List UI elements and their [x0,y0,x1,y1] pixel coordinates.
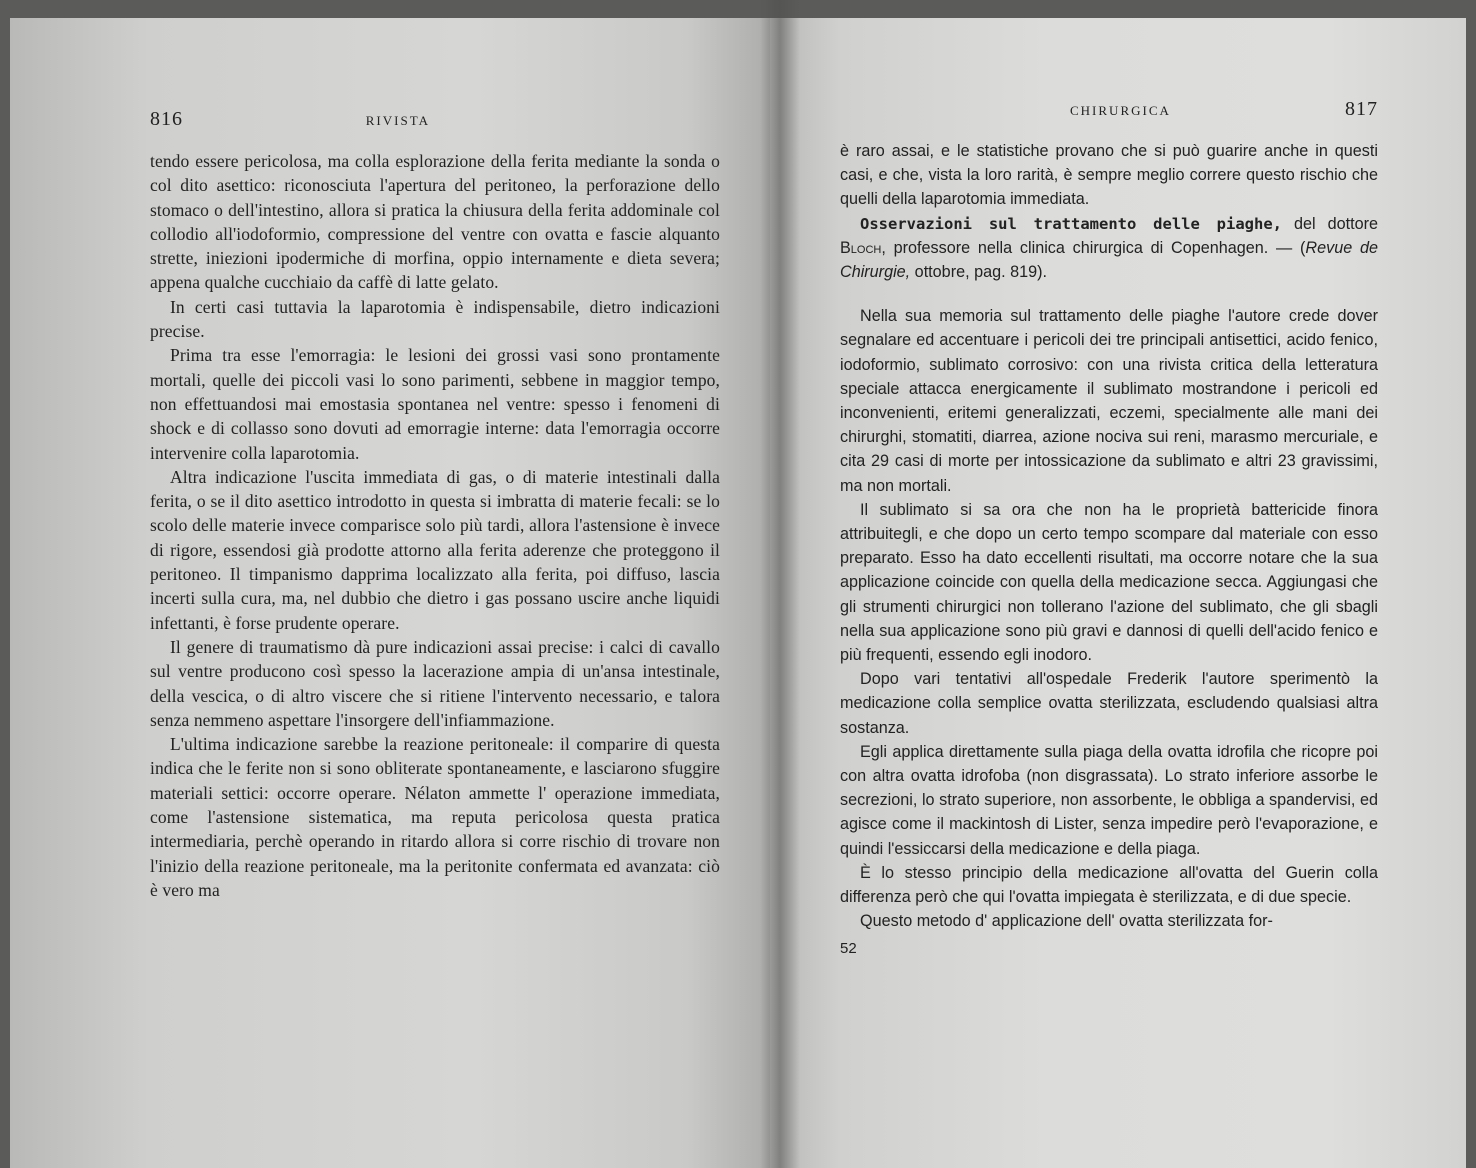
paragraph: Prima tra esse l'emorragia: le lesioni dei grossi vasi sono prontamente mortali, quelle dei piccoli vasi lo sono parimenti, sebbene in maggior tempo, non effettuandosi mai emostasia spontanea nel ventre: spesso i fenomeni di shock e di collasso sono dovuti ad emorragie interne: data l'emorragia occorre intervenire colla laparotomia. [150,345,720,463]
paragraph: L'ultima indicazione sarebbe la reazione peritoneale: il comparire di questa indica che le ferite non si sono obliterate spontaneamente, e lasciarono sfuggire materiali settici: occorre operare. Nélaton ammette l' operazione immediata, come l'astensione sistematica, ma reputa pericolosa questa pratica intermediaria, perchè operando in ritardo allora si corre rischio di trovare non l'inizio della reazione peritoneale, ma la peritonite confermata ed avanzata: ciò è vero ma [150,734,720,900]
right-page [770,18,1466,1168]
section-author-pre: del dottore [1281,214,1378,233]
right-running-header [840,98,1378,121]
left-body-text [150,149,720,902]
printer-signature: 52 [840,939,857,957]
right-body-text [840,139,1378,957]
paragraph: È lo stesso principio della medicazione all'ovatta del Guerin colla differenza però che qui l'ovatta impiegata è sterilizzata, e di due specie. [840,863,1378,907]
left-page-number: 816 [150,108,183,130]
section-heading [840,212,1378,285]
section-author-name: Bloch [840,238,882,257]
left-running-header [150,108,720,131]
section-journal: Revue de Chirurgie, [840,238,1379,282]
paragraph: Dopo vari tentativi all'ospedale Frederik l'autore sperimentò la medicazione colla semplice ovatta sterilizzata, escludendo qualsiasi altra sostanza. [840,670,1378,737]
paragraph: Questo metodo d' applicazione dell' ovatta sterilizzata for- [860,912,1273,931]
left-page [10,18,780,1168]
section-ref: ottobre, pag. 819). [910,263,1047,282]
paragraph: Nella sua memoria sul trattamento delle piaghe l'autore crede dover segnalare ed accentuare i pericoli dei tre principali antisettici, acido fenico, iodoformio, sublimato corrosivo: con una rivista critica della letteratura speciale attacca energicamente il sublimato mostrandone i pericoli ed inconvenienti, eritemi generalizzati, eczemi, specialmente alle mani dei chirurghi, stomatiti, diarrea, azione nociva sui reni, marasmo mercuriale, e cita 29 casi di morte per intossicazione da sublimato e altri 23 gravissimi, ma non mortali. [840,307,1378,495]
section-title: Osservazioni sul trattamento delle piaghe, [860,214,1282,233]
paragraph: Il sublimato si sa ora che non ha le proprietà battericide finora attribuitegli, e che dopo un certo tempo scompare dal materiale con esso preparato. Esso ha dato eccellenti risultati, ma occorre notare che la sua applicazione coincide con quella della medicazione secca. Aggiungasi che gli strumenti chirurgici non tollerano l'azione del sublimato, che gli sbagli nella sua applicazione sono più gravi e dannosi di quelli dell'acido fenico e più frequenti, essendo egli inodoro. [840,500,1378,665]
book-gutter [760,0,800,1168]
left-running-head-title: RIVISTA [365,113,430,128]
paragraph: Altra indicazione l'uscita immediata di gas, o di materie intestinali dalla ferita, o se il dito asettico introdotto in questa si imbratta di materie fecali: se lo scolo delle materie invece comparisce solo più tardi, allora l'astensione è invece di rigore, essendosi già prodotte attorno alla ferita aderenze che proteggono il peritoneo. Il timpanismo dapprima localizzato alla ferita, poi diffuso, lascia incerti sulla cura, ma, nel dubbio che dietro i gas possano uscire anche liquidi infettanti, è forse prudente operare. [150,466,720,633]
paragraph: In certi casi tuttavia la laparotomia è indispensabile, dietro indicazioni precise. [150,296,720,342]
intro-paragraph: è raro assai, e le statistiche provano che si può guarire anche in questi casi, e che, vista la loro rarità, è sempre meglio correre questo rischio che quelli della laparotomia immediata. [840,142,1378,209]
right-running-head-title: CHIRURGICA [1070,103,1171,118]
right-page-number: 817 [1345,98,1378,120]
paragraph: Il genere di traumatismo dà pure indicazioni assai precise: i calci di cavallo sul ventre producono così spesso la lacerazione ampia di un'ansa intestinale, della vescica, o di altro viscere che si ritiene l'intervento necessario, e talora senza nemmeno aspettare l'insorgere dell'infiammazione. [150,636,720,730]
paragraph: tendo essere pericolosa, ma colla esplorazione della ferita mediante la sonda o col dito asettico: riconosciuta l'apertura del peritoneo, la perforazione dello stomaco o dell'intestino, allora si pratica la chiusura della ferita addominale col collodio all'iodoformio, compressione del ventre con ovatta e fascie alquanto strette, iniezioni ipodermiche di morfina, oppio internamente e dieta severa; appena qualche cucchiaio da caffè di latte gelato. [150,151,720,293]
section-author-post: , professore nella clinica chirurgica di Copenhagen. — ( [881,238,1306,257]
paragraph: Egli applica direttamente sulla piaga della ovatta idrofila che ricopre poi con altra ovatta idrofoba (non disgrassata). Lo strato inferiore assorbe le secrezioni, lo strato superiore, non assorbente, le obbliga a spandervisi, ed agisce come il mackintosh di Lister, senza impedire però l'evaporazione, e quindi l'essiccarsi della medicazione e della piaga. [840,742,1378,858]
spacer [840,284,1378,304]
